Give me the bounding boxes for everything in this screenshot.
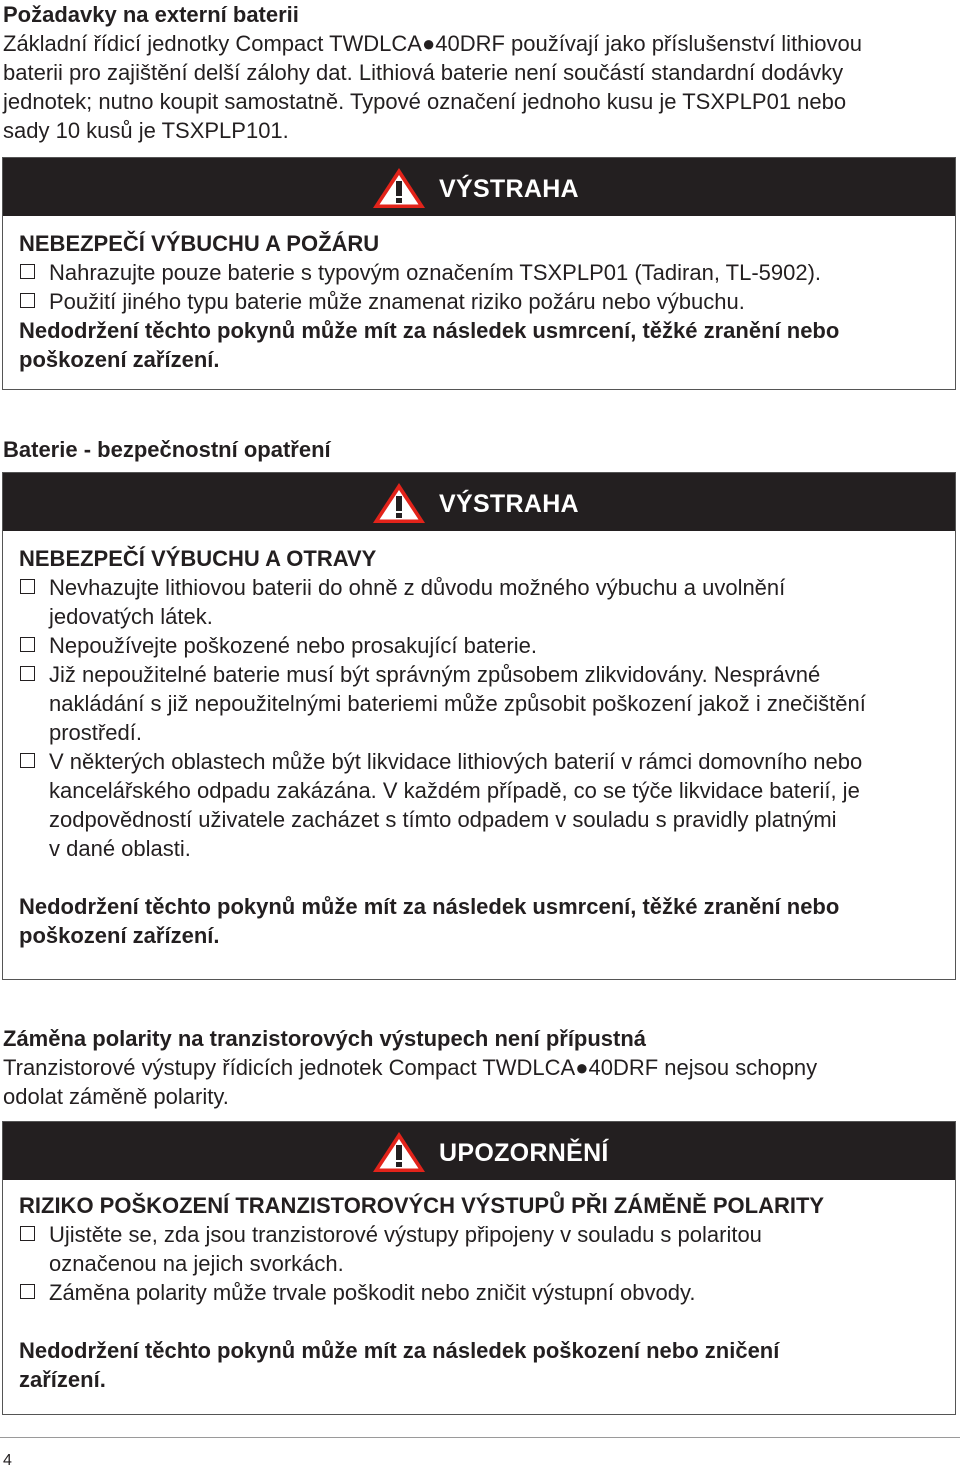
consequence-text: Nedodržení těchto pokynů může mít za následek usmrcení, těžké zranění nebo bbox=[19, 894, 840, 919]
warning-box-title: VÝSTRAHA bbox=[439, 490, 579, 518]
list-item bbox=[19, 258, 939, 287]
paragraph-line: Základní řídicí jednotky Compact TWDLCA●40DRF používají jako příslušenství lithiovou bbox=[3, 31, 863, 56]
section-battery-safety bbox=[3, 435, 953, 464]
footer-divider bbox=[0, 1437, 960, 1438]
warning-box-header bbox=[3, 1122, 955, 1180]
list-item-text: Nepoužívejte poškozené nebo prosakující baterie. bbox=[49, 633, 537, 658]
list-item bbox=[19, 1220, 939, 1278]
checkbox-icon bbox=[20, 1284, 35, 1299]
section-heading: Požadavky na externí baterii bbox=[3, 2, 299, 27]
section-battery-requirements bbox=[3, 0, 953, 145]
list-item bbox=[19, 573, 939, 631]
section-polarity bbox=[3, 1024, 953, 1111]
list-item-text: označenou na jejich svorkách. bbox=[49, 1251, 344, 1276]
checkbox-icon bbox=[20, 753, 35, 768]
paragraph-line: jednotek; nutno koupit samostatně. Typové označení jednoho kusu je TSXPLP01 nebo bbox=[3, 89, 847, 114]
warning-triangle-icon bbox=[371, 1130, 427, 1174]
warning-box-fire-explosion bbox=[2, 157, 956, 390]
list-item-text: Nevhazujte lithiovou baterii do ohně z důvodu možného výbuchu a uvolnění bbox=[49, 575, 786, 600]
paragraph-line: baterii pro zajištění delší zálohy dat. Lithiová baterie není součástí standardní dodávky bbox=[3, 60, 844, 85]
list-item bbox=[19, 747, 939, 863]
consequence-text: poškození zařízení. bbox=[19, 923, 220, 948]
warning-triangle-icon bbox=[371, 166, 427, 210]
list-item-text: V některých oblastech může být likvidace lithiových baterií v rámci domovního nebo bbox=[49, 749, 863, 774]
warning-box-header bbox=[3, 473, 955, 531]
list-item-text: Ujistěte se, zda jsou tranzistorové výstupy připojeny v souladu s polaritou bbox=[49, 1222, 762, 1247]
list-item-text: Záměna polarity může trvale poškodit nebo zničit výstupní obvody. bbox=[49, 1280, 696, 1305]
warning-box-explosion-poisoning bbox=[2, 472, 956, 980]
list-item bbox=[19, 287, 939, 316]
list-item-text: Již nepoužitelné baterie musí být správným způsobem zlikvidovány. Nesprávné bbox=[49, 662, 821, 687]
hazard-title: RIZIKO POŠKOZENÍ TRANZISTOROVÝCH VÝSTUPŮ PŘI ZÁMĚNĚ POLARITY bbox=[19, 1193, 825, 1218]
list-item bbox=[19, 660, 939, 747]
list-item-text: v dané oblasti. bbox=[49, 836, 191, 861]
page-number: 4 bbox=[3, 1452, 12, 1469]
checkbox-icon bbox=[20, 637, 35, 652]
warning-box-title: UPOZORNĚNÍ bbox=[439, 1139, 609, 1167]
list-item-text: Použití jiného typu baterie může znamenat riziko požáru nebo výbuchu. bbox=[49, 289, 745, 314]
list-item-text: kancelářského odpadu zakázána. V každém případě, co se týče likvidace baterií, je bbox=[49, 778, 860, 803]
warning-box-title: VÝSTRAHA bbox=[439, 175, 579, 203]
consequence-text: zařízení. bbox=[19, 1367, 106, 1392]
checkbox-icon bbox=[20, 579, 35, 594]
list-item-text: zodpovědností uživatele zacházet s tímto odpadem v souladu s pravidly platnými bbox=[49, 807, 837, 832]
hazard-title: NEBEZPEČÍ VÝBUCHU A POŽÁRU bbox=[19, 231, 380, 256]
paragraph-line: odolat záměně polarity. bbox=[3, 1084, 229, 1109]
consequence-text: Nedodržení těchto pokynů může mít za následek poškození nebo zničení bbox=[19, 1338, 780, 1363]
checkbox-icon bbox=[20, 293, 35, 308]
list-item-text: prostředí. bbox=[49, 720, 142, 745]
warning-triangle-icon bbox=[371, 481, 427, 525]
caution-box-polarity bbox=[2, 1121, 956, 1415]
list-item bbox=[19, 1278, 939, 1307]
consequence-text: Nedodržení těchto pokynů může mít za následek usmrcení, těžké zranění nebo bbox=[19, 318, 840, 343]
section-heading: Záměna polarity na tranzistorových výstupech není přípustná bbox=[3, 1026, 647, 1051]
list-item-text: jedovatých látek. bbox=[49, 604, 213, 629]
list-item-text: nakládání s již nepoužitelnými bateriemi může způsobit poškození jakož i znečištění bbox=[49, 691, 866, 716]
section-heading: Baterie - bezpečnostní opatření bbox=[3, 437, 331, 462]
checkbox-icon bbox=[20, 666, 35, 681]
hazard-title: NEBEZPEČÍ VÝBUCHU A OTRAVY bbox=[19, 546, 377, 571]
consequence-text: poškození zařízení. bbox=[19, 347, 220, 372]
list-item-text: Nahrazujte pouze baterie s typovým označením TSXPLP01 (Tadiran, TL-5902). bbox=[49, 260, 822, 285]
checkbox-icon bbox=[20, 1226, 35, 1241]
warning-box-header bbox=[3, 158, 955, 216]
list-item bbox=[19, 631, 939, 660]
paragraph-line: sady 10 kusů je TSXPLP101. bbox=[3, 118, 289, 143]
paragraph-line: Tranzistorové výstupy řídicích jednotek Compact TWDLCA●40DRF nejsou schopny bbox=[3, 1055, 818, 1080]
checkbox-icon bbox=[20, 264, 35, 279]
